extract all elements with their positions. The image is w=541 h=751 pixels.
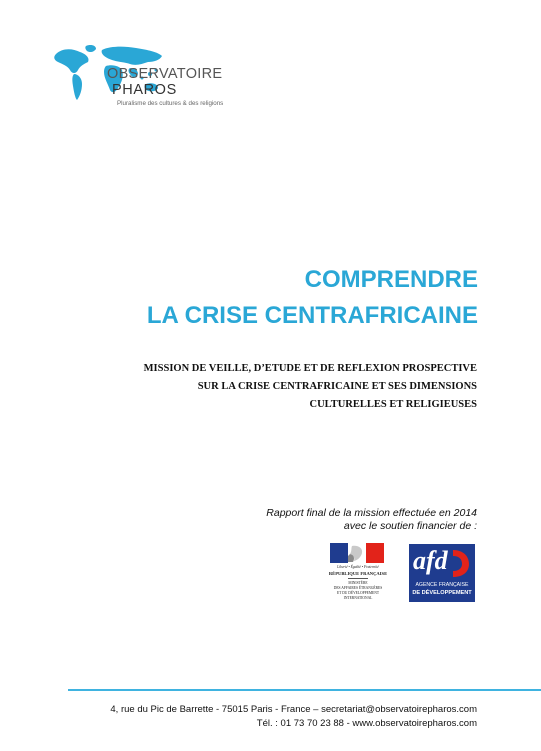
report-line1: Rapport final de la mission effectuée en 2014 — [266, 507, 477, 519]
observatoire-pharos-logo — [50, 40, 240, 115]
logo-name-line1: OBSERVATOIRE — [107, 66, 223, 82]
rf-ministry-line3: ET DU DÉVELOPPEMENT — [336, 591, 380, 595]
rf-motto: Liberté • Égalité • Fraternité — [337, 565, 379, 569]
logo-tagline: Pluralisme des cultures & des religions — [117, 100, 224, 107]
afd-logo — [409, 544, 475, 602]
afd-line1: AGENCE FRANÇAISE — [415, 582, 469, 588]
page-subtitle — [144, 360, 477, 414]
afd-line2: DE DÉVELOPPEMENT — [412, 590, 472, 596]
footer-address: 4, rue du Pic de Barrette - 75015 Paris - France – secretariat@observatoirepharos.com — [110, 704, 477, 715]
page-title — [147, 262, 478, 334]
subtitle-line3: CULTURELLES ET RELIGIEUSES — [309, 399, 477, 410]
title-line1: COMPRENDRE — [304, 266, 478, 293]
rf-ministry-line1: MINISTÈRE — [348, 581, 368, 585]
rf-ministry-line4: INTERNATIONAL — [343, 596, 373, 600]
report-line2: avec le soutien financier de : — [343, 520, 477, 532]
afd-mark: afd — [413, 546, 448, 575]
title-line2: LA CRISE CENTRAFRICAINE — [146, 302, 478, 329]
subtitle-line1: MISSION DE VEILLE, D’ETUDE ET DE REFLEXION PROSPECTIVE — [143, 363, 477, 374]
rf-divider — [348, 578, 368, 579]
logo-name-line2: PHAROS — [112, 82, 177, 98]
subtitle-line2: SUR LA CRISE CENTRAFRICAINE ET SES DIMENSIONS — [197, 381, 477, 392]
rf-republic: RÉPUBLIQUE FRANÇAISE — [328, 571, 388, 576]
footer-rule — [68, 689, 541, 691]
footer-contact — [110, 703, 477, 731]
marianne-icon — [328, 543, 388, 565]
republique-francaise-logo — [328, 543, 388, 613]
footer-phone-web: Tél. : 01 73 70 23 88 - www.observatoirepharos.com — [256, 718, 477, 729]
rf-ministry-line2: DES AFFAIRES ÉTRANGÈRES — [333, 586, 383, 590]
report-note — [266, 507, 477, 533]
